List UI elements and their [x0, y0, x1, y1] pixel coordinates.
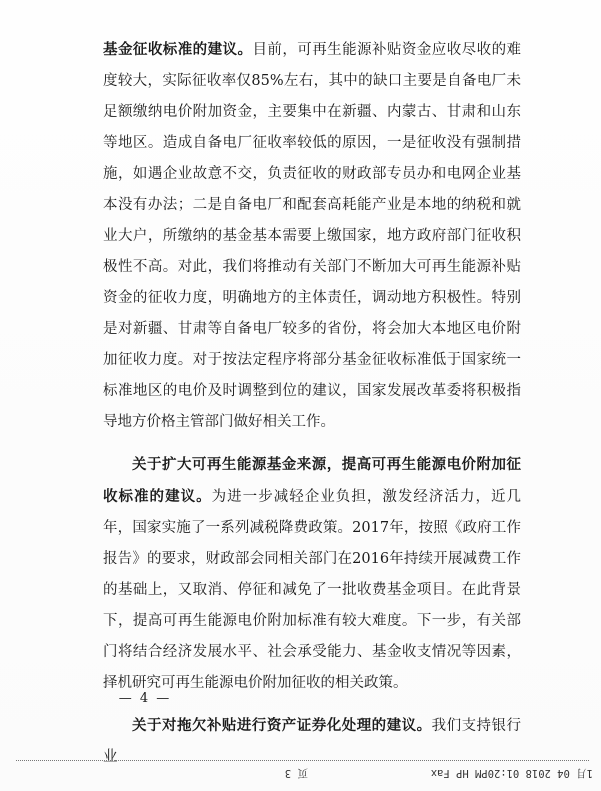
fax-header	[0, 764, 601, 784]
page-number: — 4 —	[118, 691, 172, 706]
paragraph-1-body: 目前，可再生能源补贴资金应收尽收的难度较大，实际征收率仅85%左右，其中的缺口主要是自备电厂未足额缴纳电价附加资金，主要集中在新疆、内蒙古、甘肃和山东等地区。造成自备电厂征收率较低的原因，一是征收没有强制措施，如遇企业故意不交，负责征收的财政部专员办和电网企业基本没有办法；二是自备电厂和配套高耗能产业是本地的纳税和就业大户，所缴纳的基金基本需要上缴国家，地方政府部门征收积极性不高。对此，我们将推动有关部门不断加大可再生能源补贴资金的征收力度，明确地方的主体责任，调动地方积极性。特别是对新疆、甘肃等自备电厂较多的省份，将会加大本地区电价附加征收力度。对于按法定程序将部分基金征收标准低于国家统一标准地区的电价及时调整到位的建议，国家发展改革委将积极指导地方价格主管部门做好相关工作。	[103, 42, 522, 430]
paragraph-2	[103, 449, 521, 699]
fax-page-number: 页 3	[284, 767, 308, 779]
fax-datetime: 1月 04 2018 01:20PM HP Fax	[430, 767, 593, 779]
body-text	[103, 34, 521, 773]
paragraph-2-body: 为进一步减轻企业负担，激发经济活力，近几年，国家实施了一系列减税降费政策。2017年，按照《政府工作报告》的要求，财政部会同相关部门在2016年持续开展减费工作的基础上，又取消、停征和减免了一批收费基金项目。在此背景下，提高可再生能源电价附加标准有较大难度。下一步，有关部门将结合经济发展水平、社会承受能力、基金收支情况等因素，择机研究可再生能源电价附加征收的相关政策。	[103, 489, 522, 691]
paragraph-2-heading: 关于扩大可再生能源基金来源，提高可再生能源电价附加征收标准的建议。	[103, 456, 521, 505]
fax-divider-line	[16, 760, 589, 761]
paragraph-1	[103, 34, 521, 438]
paragraph-1-heading: 基金征收标准的建议。	[103, 41, 253, 58]
paragraph-3-heading: 关于对拖欠补贴进行资产证券化处理的建议。	[132, 717, 432, 734]
paragraph-3-body: 我们支持银行业	[103, 718, 522, 765]
